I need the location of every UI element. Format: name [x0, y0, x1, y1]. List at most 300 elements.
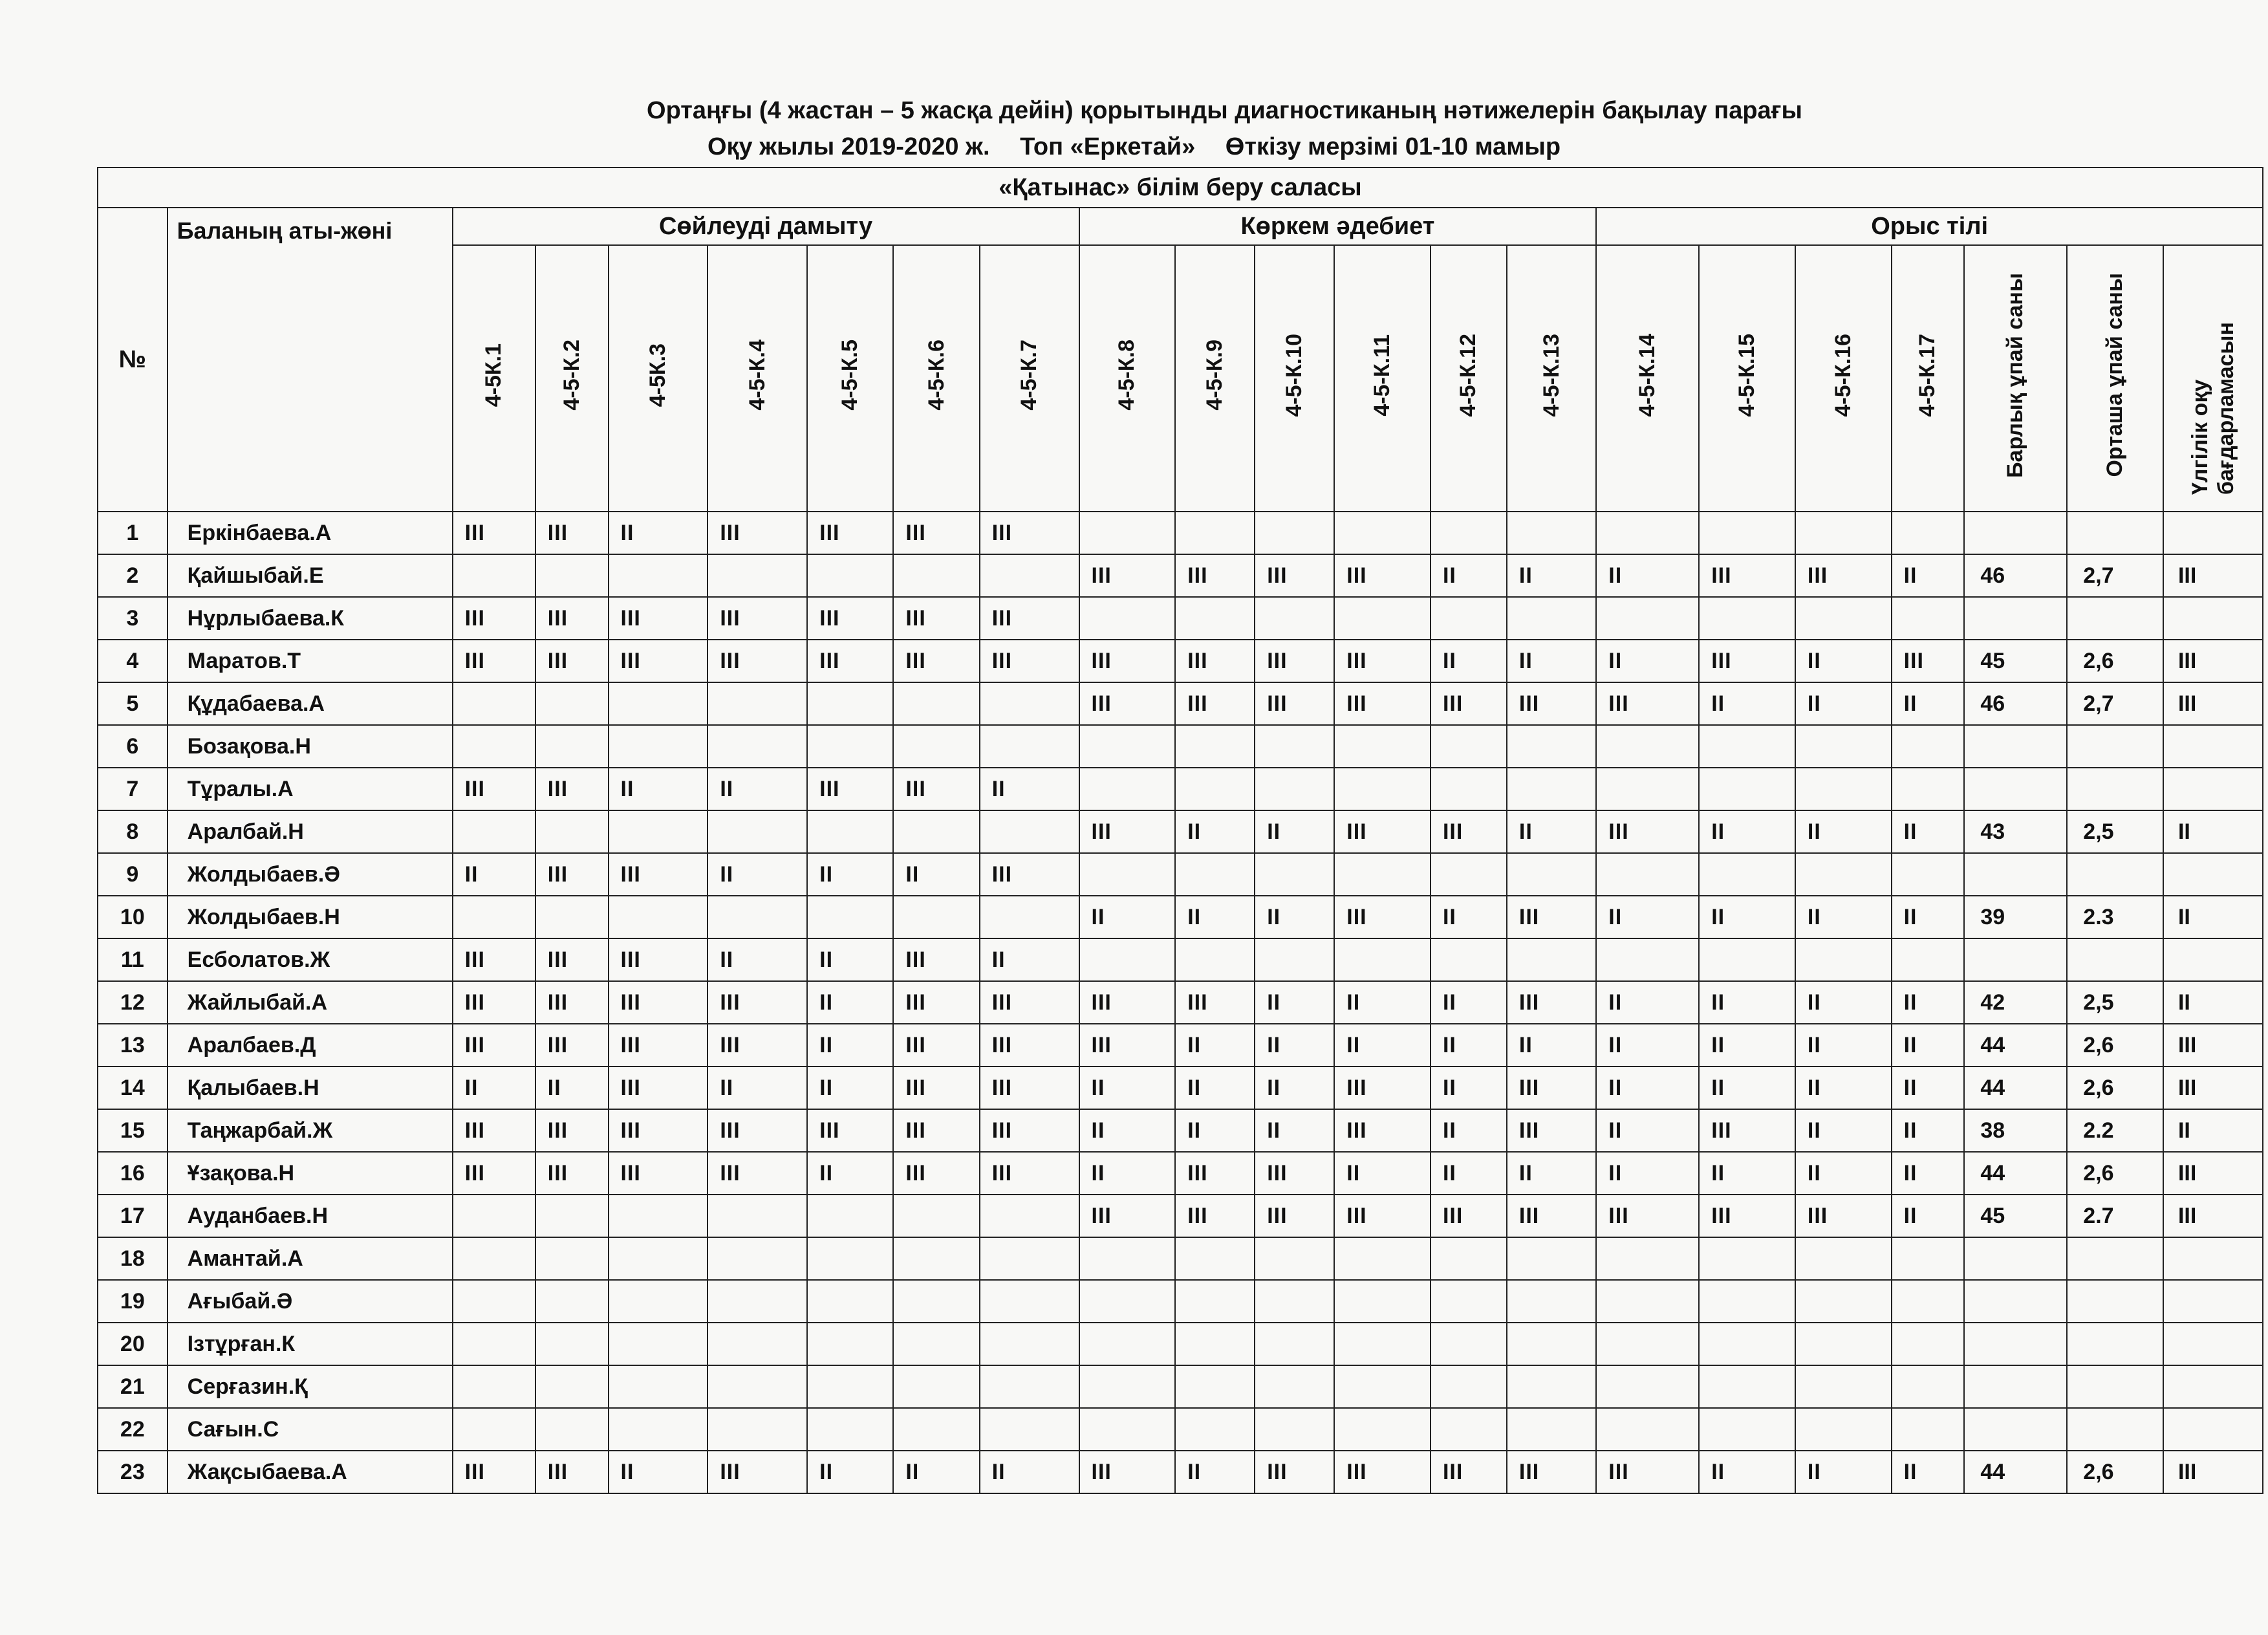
col-code-header	[1699, 245, 1795, 512]
score-cell: II	[807, 1067, 893, 1109]
score-cell: II	[1507, 810, 1596, 853]
total-score: 42	[1964, 981, 2067, 1024]
col-code-header	[893, 245, 979, 512]
score-cell	[980, 725, 1079, 768]
row-number: 23	[98, 1451, 167, 1493]
col-code-header	[1255, 245, 1334, 512]
score-cell: III	[1596, 1195, 1699, 1237]
score-cell	[535, 1408, 609, 1451]
score-cell: II	[535, 1067, 609, 1109]
score-cell	[893, 1195, 979, 1237]
score-cell: III	[893, 981, 979, 1024]
score-cell: II	[1079, 1109, 1176, 1152]
col-code-header	[1431, 245, 1507, 512]
score-cell: III	[453, 1109, 535, 1152]
score-cell: III	[1507, 1109, 1596, 1152]
child-name: Құдабаева.А	[167, 682, 453, 725]
score-cell: II	[1255, 810, 1334, 853]
score-cell: III	[609, 640, 708, 682]
col-code-label: 4-5-К.10	[1282, 333, 1307, 417]
score-cell: III	[453, 981, 535, 1024]
score-cell	[1892, 1237, 1965, 1280]
score-cell: II	[1699, 1152, 1795, 1195]
score-cell	[1175, 768, 1255, 810]
score-cell	[807, 1195, 893, 1237]
score-cell	[453, 554, 535, 597]
score-cell	[1507, 1408, 1596, 1451]
score-cell: III	[453, 1024, 535, 1067]
score-cell	[807, 1365, 893, 1408]
score-cell: III	[980, 1109, 1079, 1152]
score-cell	[1255, 1365, 1334, 1408]
score-cell	[1892, 1323, 1965, 1365]
diagnostic-table	[97, 167, 2263, 1494]
score-cell: II	[1795, 810, 1892, 853]
score-cell: III	[1334, 1195, 1431, 1237]
score-cell	[1795, 512, 1892, 554]
score-cell	[980, 1323, 1079, 1365]
score-cell	[1255, 1323, 1334, 1365]
score-cell	[1334, 1280, 1431, 1323]
score-cell: III	[1596, 682, 1699, 725]
total-score: 38	[1964, 1109, 2067, 1152]
score-cell	[453, 1323, 535, 1365]
score-cell: III	[1334, 1067, 1431, 1109]
score-cell	[1431, 597, 1507, 640]
score-cell: III	[1079, 1451, 1176, 1493]
score-cell	[1699, 1365, 1795, 1408]
score-cell	[1596, 1408, 1699, 1451]
score-cell: II	[1795, 1109, 1892, 1152]
score-cell	[1699, 725, 1795, 768]
child-name: Ізтұрған.К	[167, 1323, 453, 1365]
table-row	[98, 1152, 2263, 1195]
score-cell: III	[1079, 981, 1176, 1024]
score-cell: II	[1892, 682, 1965, 725]
score-cell	[453, 1365, 535, 1408]
child-name: Жақсыбаева.А	[167, 1451, 453, 1493]
col-code-header	[1334, 245, 1431, 512]
row-number: 5	[98, 682, 167, 725]
score-cell	[807, 554, 893, 597]
col-code-label: 4-5-К.14	[1635, 333, 1660, 417]
score-cell: II	[609, 512, 708, 554]
score-cell	[893, 1408, 979, 1451]
score-cell: II	[1507, 1152, 1596, 1195]
score-cell: III	[893, 597, 979, 640]
total-score: 45	[1964, 640, 2067, 682]
table-row	[98, 981, 2263, 1024]
average-score: 2.2	[2067, 1109, 2163, 1152]
child-name: Есболатов.Ж	[167, 938, 453, 981]
score-cell: II	[1255, 981, 1334, 1024]
score-cell: III	[1255, 1152, 1334, 1195]
table-row	[98, 1195, 2263, 1237]
level-cell: III	[2163, 1067, 2263, 1109]
score-cell: III	[609, 981, 708, 1024]
col-code-header	[1892, 245, 1965, 512]
row-number: 12	[98, 981, 167, 1024]
score-cell	[1596, 1365, 1699, 1408]
average-score: 2,6	[2067, 1451, 2163, 1493]
score-cell	[707, 810, 807, 853]
score-cell	[1699, 938, 1795, 981]
col-code-label: 4-5-К.13	[1539, 333, 1564, 417]
score-cell	[1175, 512, 1255, 554]
score-cell: II	[1334, 1152, 1431, 1195]
score-cell	[453, 1280, 535, 1323]
score-cell: III	[453, 938, 535, 981]
score-cell	[1255, 853, 1334, 896]
score-cell	[1795, 725, 1892, 768]
col-code-header	[1079, 245, 1176, 512]
score-cell	[1507, 853, 1596, 896]
score-cell: III	[1507, 896, 1596, 938]
child-name: Таңжарбай.Ж	[167, 1109, 453, 1152]
col-code-header	[1507, 245, 1596, 512]
score-cell: II	[807, 938, 893, 981]
row-number: 2	[98, 554, 167, 597]
table-row	[98, 725, 2263, 768]
score-cell	[1255, 1408, 1334, 1451]
child-name: Жайлыбай.А	[167, 981, 453, 1024]
score-cell	[1334, 1365, 1431, 1408]
score-cell	[1892, 853, 1965, 896]
score-cell: II	[1255, 1067, 1334, 1109]
score-cell: III	[807, 640, 893, 682]
row-number: 14	[98, 1067, 167, 1109]
page-subtitle	[0, 133, 2268, 161]
score-cell: III	[1334, 896, 1431, 938]
col-code-label: 4-5-К.11	[1370, 334, 1395, 417]
score-cell: II	[1892, 1195, 1965, 1237]
table-row	[98, 1067, 2263, 1109]
score-cell	[1431, 1323, 1507, 1365]
row-number: 22	[98, 1408, 167, 1451]
row-number: 10	[98, 896, 167, 938]
score-cell: III	[1507, 1195, 1596, 1237]
score-cell	[453, 896, 535, 938]
col-avg-header	[2067, 245, 2163, 512]
score-cell: III	[980, 981, 1079, 1024]
score-cell: III	[535, 1024, 609, 1067]
total-score: 44	[1964, 1451, 2067, 1493]
score-cell: III	[1255, 640, 1334, 682]
average-score: 2,7	[2067, 554, 2163, 597]
score-cell: II	[1596, 896, 1699, 938]
score-cell	[807, 810, 893, 853]
row-number: 6	[98, 725, 167, 768]
score-cell: III	[1334, 1109, 1431, 1152]
score-cell	[609, 1365, 708, 1408]
score-cell: III	[707, 1152, 807, 1195]
score-cell: III	[1334, 1451, 1431, 1493]
score-cell: II	[1431, 640, 1507, 682]
average-score: 2,6	[2067, 1067, 2163, 1109]
score-cell: III	[893, 1024, 979, 1067]
level-cell	[2163, 1280, 2263, 1323]
page-title: Ортаңғы (4 жастан – 5 жасқа дейін) қорытынды диагностиканың нәтижелерін бақылау парағы	[647, 97, 1802, 124]
score-cell: II	[1596, 640, 1699, 682]
col-code-label: 4-5-К.12	[1456, 333, 1481, 417]
score-cell: III	[609, 1024, 708, 1067]
child-name: Ұзақова.Н	[167, 1152, 453, 1195]
score-cell: II	[1699, 1024, 1795, 1067]
score-cell: II	[980, 768, 1079, 810]
score-cell	[609, 810, 708, 853]
score-cell	[1699, 1237, 1795, 1280]
row-number: 21	[98, 1365, 167, 1408]
score-cell: II	[1699, 896, 1795, 938]
score-cell: II	[1795, 1067, 1892, 1109]
level-cell: III	[2163, 1195, 2263, 1237]
score-cell	[535, 725, 609, 768]
col-code-header	[609, 245, 708, 512]
table-row	[98, 1109, 2263, 1152]
score-cell: II	[807, 1451, 893, 1493]
score-cell	[1175, 1237, 1255, 1280]
table-body	[98, 512, 2263, 1493]
score-cell	[707, 1195, 807, 1237]
row-number: 17	[98, 1195, 167, 1237]
row-number: 15	[98, 1109, 167, 1152]
row-number: 1	[98, 512, 167, 554]
total-score	[1964, 938, 2067, 981]
score-cell: II	[1795, 896, 1892, 938]
score-cell: III	[893, 1067, 979, 1109]
score-cell	[1507, 597, 1596, 640]
table-row	[98, 768, 2263, 810]
row-number: 13	[98, 1024, 167, 1067]
score-cell: II	[1431, 1152, 1507, 1195]
score-cell: II	[1175, 1067, 1255, 1109]
score-cell: II	[1699, 810, 1795, 853]
score-cell: II	[1699, 1451, 1795, 1493]
score-cell: III	[1892, 640, 1965, 682]
table-row	[98, 512, 2263, 554]
score-cell	[1079, 1408, 1176, 1451]
score-cell	[609, 682, 708, 725]
score-cell	[1431, 1365, 1507, 1408]
score-cell: II	[1699, 981, 1795, 1024]
score-cell	[1892, 597, 1965, 640]
score-cell: II	[1079, 896, 1176, 938]
score-cell: III	[1507, 682, 1596, 725]
score-cell	[1255, 1280, 1334, 1323]
total-score: 39	[1964, 896, 2067, 938]
table-row	[98, 853, 2263, 896]
level-cell	[2163, 1237, 2263, 1280]
score-cell	[1079, 853, 1176, 896]
score-cell	[1892, 938, 1965, 981]
score-cell	[807, 1237, 893, 1280]
score-cell	[1596, 768, 1699, 810]
score-cell: III	[1334, 640, 1431, 682]
average-score	[2067, 1408, 2163, 1451]
score-cell: III	[453, 1451, 535, 1493]
score-cell	[1431, 938, 1507, 981]
score-cell	[453, 725, 535, 768]
total-score: 46	[1964, 682, 2067, 725]
child-name: Жолдыбаев.Н	[167, 896, 453, 938]
score-cell	[1892, 1365, 1965, 1408]
total-score	[1964, 597, 2067, 640]
average-score	[2067, 597, 2163, 640]
score-cell	[1507, 512, 1596, 554]
score-cell	[1507, 768, 1596, 810]
level-cell	[2163, 1408, 2263, 1451]
score-cell: III	[1255, 1195, 1334, 1237]
score-cell: III	[980, 1067, 1079, 1109]
score-cell	[609, 554, 708, 597]
col-code-label: 4-5-К.2	[559, 340, 584, 411]
score-cell: II	[1795, 682, 1892, 725]
score-cell	[1699, 512, 1795, 554]
score-cell: III	[893, 768, 979, 810]
score-cell: III	[535, 1109, 609, 1152]
score-cell: III	[609, 1067, 708, 1109]
score-cell	[1334, 725, 1431, 768]
score-cell	[1596, 938, 1699, 981]
col-code-label: 4-5-К.8	[1114, 340, 1139, 411]
col-code-label: 4-5-К.6	[923, 340, 949, 411]
score-cell: III	[980, 853, 1079, 896]
child-name: Аралбаев.Д	[167, 1024, 453, 1067]
score-cell	[1334, 853, 1431, 896]
row-number: 8	[98, 810, 167, 853]
score-cell	[1431, 1237, 1507, 1280]
score-cell: III	[1079, 810, 1176, 853]
score-cell: II	[707, 853, 807, 896]
level-cell: III	[2163, 682, 2263, 725]
col-code-header	[707, 245, 807, 512]
child-name: Аралбай.Н	[167, 810, 453, 853]
score-cell: II	[1175, 1109, 1255, 1152]
score-cell: II	[893, 1451, 979, 1493]
score-cell: II	[1507, 1024, 1596, 1067]
score-cell: III	[535, 853, 609, 896]
score-cell: III	[807, 1109, 893, 1152]
score-cell	[1596, 597, 1699, 640]
col-no-header: №	[98, 208, 167, 512]
score-cell: II	[1892, 1109, 1965, 1152]
level-cell: III	[2163, 640, 2263, 682]
score-cell: II	[1079, 1067, 1176, 1109]
score-cell	[1596, 512, 1699, 554]
subtitle-year: Оқу жылы 2019-2020 ж.	[707, 133, 990, 160]
total-score	[1964, 768, 2067, 810]
col-code-label: 4-5-К.9	[1202, 340, 1227, 411]
score-cell	[1334, 938, 1431, 981]
score-cell: II	[1431, 1067, 1507, 1109]
score-cell	[1892, 1408, 1965, 1451]
score-cell	[893, 1237, 979, 1280]
score-cell: II	[893, 853, 979, 896]
score-cell	[535, 554, 609, 597]
subtitle-group: Топ «Еркетай»	[1020, 133, 1196, 160]
score-cell: III	[807, 512, 893, 554]
average-score: 2,7	[2067, 682, 2163, 725]
col-code-label: 4-5-К.7	[1017, 340, 1042, 411]
total-score	[1964, 1323, 2067, 1365]
col-name-header: Баланың аты-жөні	[167, 208, 453, 512]
score-cell: II	[1596, 1152, 1699, 1195]
score-cell	[1175, 853, 1255, 896]
score-cell	[1795, 1280, 1892, 1323]
score-cell	[1596, 1237, 1699, 1280]
table-row	[98, 1237, 2263, 1280]
score-cell	[1507, 1365, 1596, 1408]
score-cell: II	[707, 938, 807, 981]
score-cell: III	[707, 1451, 807, 1493]
score-cell: II	[807, 1024, 893, 1067]
score-cell	[1892, 725, 1965, 768]
score-cell	[535, 1365, 609, 1408]
score-cell	[707, 1365, 807, 1408]
row-number: 19	[98, 1280, 167, 1323]
score-cell	[1079, 725, 1176, 768]
score-cell: III	[535, 597, 609, 640]
score-cell: II	[1431, 896, 1507, 938]
score-cell: III	[1175, 682, 1255, 725]
score-cell: II	[1892, 1451, 1965, 1493]
level-cell	[2163, 853, 2263, 896]
score-cell	[1175, 1280, 1255, 1323]
score-cell: III	[535, 938, 609, 981]
score-cell	[609, 896, 708, 938]
score-cell: III	[893, 1109, 979, 1152]
total-score	[1964, 1280, 2067, 1323]
score-cell: III	[980, 1152, 1079, 1195]
total-score	[1964, 1237, 2067, 1280]
row-number: 18	[98, 1237, 167, 1280]
score-cell: II	[807, 853, 893, 896]
row-number: 11	[98, 938, 167, 981]
score-cell: III	[609, 597, 708, 640]
score-cell: III	[535, 768, 609, 810]
score-cell	[1334, 597, 1431, 640]
total-score: 45	[1964, 1195, 2067, 1237]
score-cell: III	[1079, 682, 1176, 725]
score-cell: II	[1596, 1067, 1699, 1109]
score-cell: III	[1079, 554, 1176, 597]
table-row	[98, 1323, 2263, 1365]
score-cell	[609, 1323, 708, 1365]
score-cell	[980, 810, 1079, 853]
score-cell	[980, 1365, 1079, 1408]
table-row	[98, 810, 2263, 853]
child-name: Жолдыбаев.Ә	[167, 853, 453, 896]
level-cell	[2163, 725, 2263, 768]
score-cell: II	[807, 1152, 893, 1195]
group-speech: Сөйлеуді дамыту	[453, 208, 1079, 245]
score-cell: II	[453, 853, 535, 896]
score-cell: III	[1175, 640, 1255, 682]
table-row	[98, 640, 2263, 682]
score-cell: II	[1795, 640, 1892, 682]
score-cell: III	[609, 853, 708, 896]
score-cell: II	[1431, 1024, 1507, 1067]
score-cell: II	[1431, 1109, 1507, 1152]
score-cell	[1699, 853, 1795, 896]
score-cell	[980, 682, 1079, 725]
col-code-label: 4-5К.1	[481, 343, 506, 407]
score-cell	[707, 1323, 807, 1365]
score-cell: III	[1079, 1195, 1176, 1237]
score-cell: II	[807, 981, 893, 1024]
score-cell: II	[1175, 896, 1255, 938]
score-cell	[1596, 1280, 1699, 1323]
